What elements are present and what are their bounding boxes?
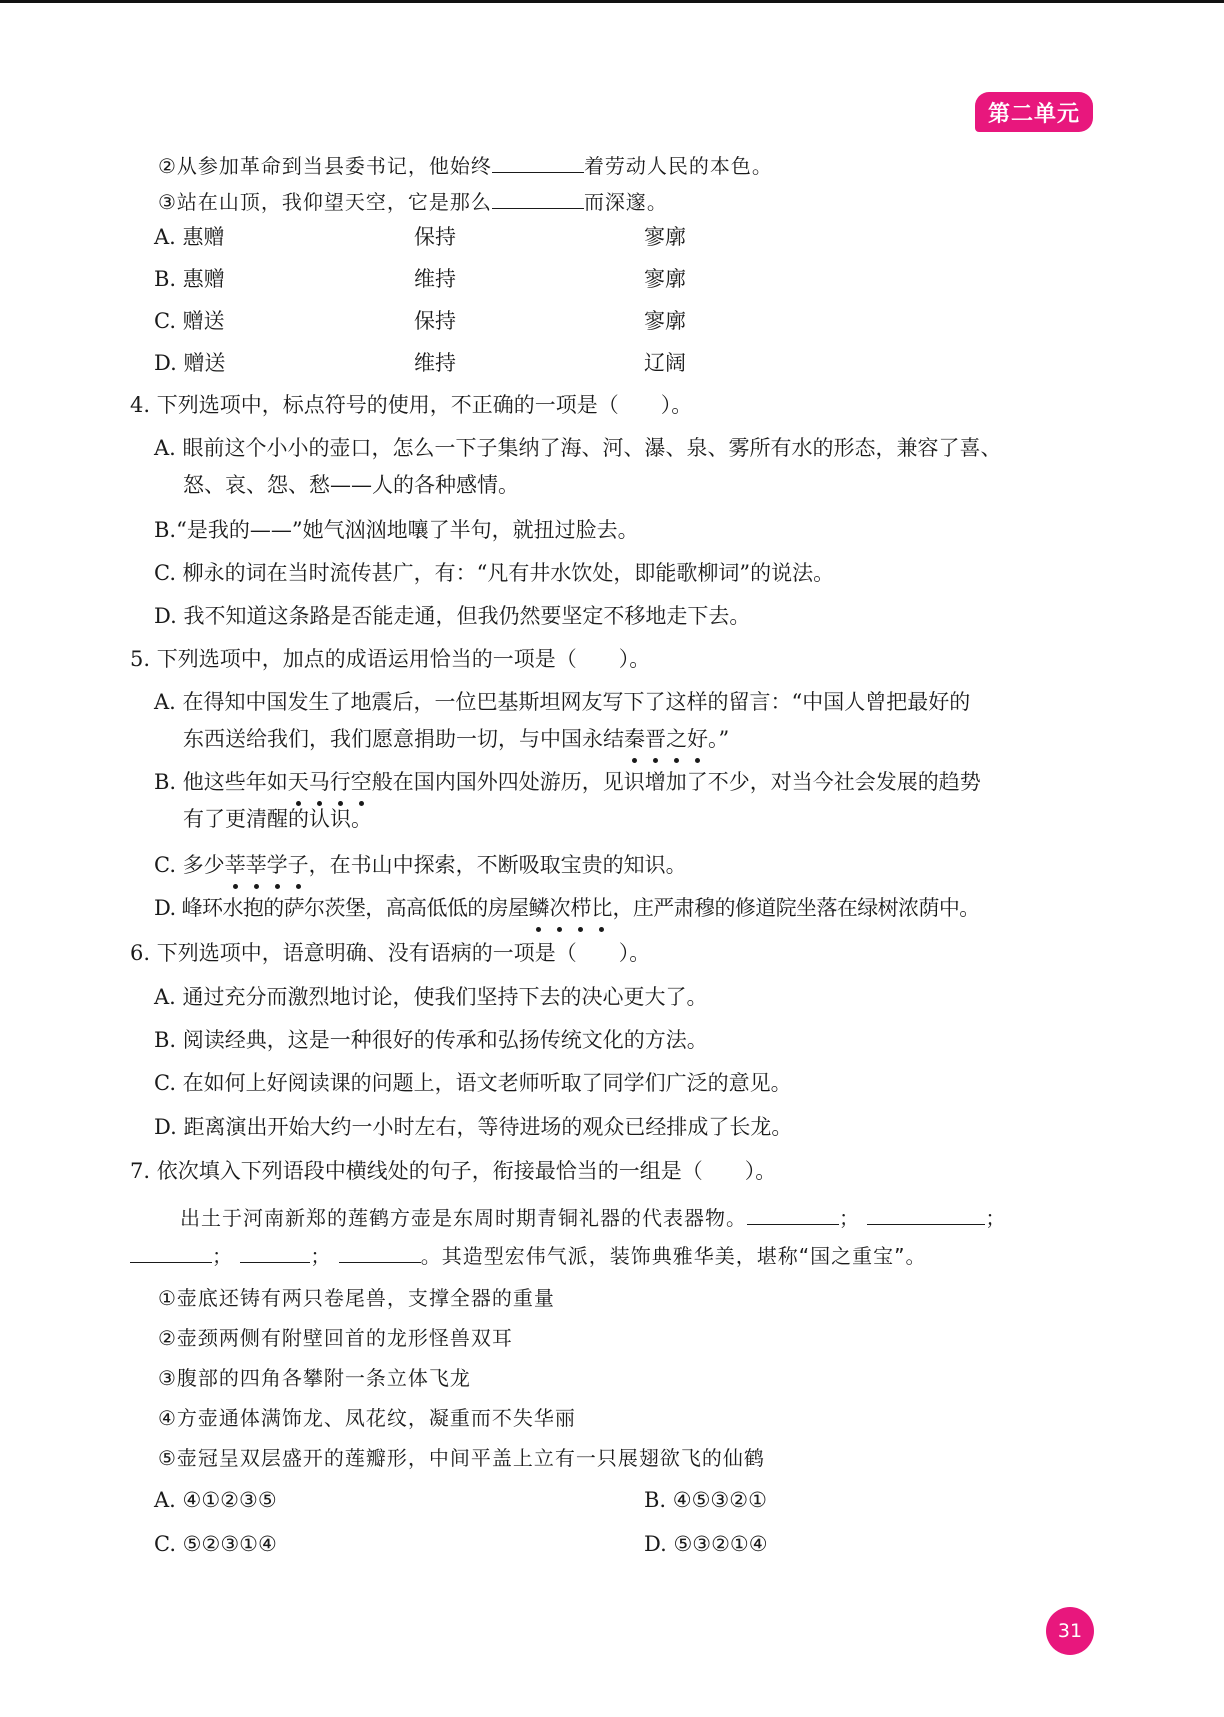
q7-option-c[interactable]: C. ⑤②③①④ xyxy=(154,1532,277,1556)
q3-d-word2: 维持 xyxy=(414,351,456,375)
q5-option-b-line2: 有了更清醒的认识。 xyxy=(183,807,372,831)
q7-semicolon: ； xyxy=(985,1206,1007,1230)
q3-s2-blank xyxy=(492,150,584,173)
q3-sentence-3 xyxy=(158,186,668,217)
q5-c-idiom xyxy=(225,853,309,877)
emphasis-char: 之 xyxy=(666,724,687,754)
q3-option-b[interactable] xyxy=(154,264,854,294)
q5-d-idiom xyxy=(528,896,612,920)
q7-blank-2 xyxy=(867,1202,985,1225)
emphasis-char: 次 xyxy=(549,893,570,923)
emphasis-char: 学 xyxy=(267,850,288,880)
emphasis-char: 栉 xyxy=(570,893,591,923)
q3-option-a[interactable] xyxy=(154,222,854,252)
q5-d-text-end: ，庄严肃穆的修道院坐落在绿树浓荫中。 xyxy=(612,896,980,920)
q3-b-word3: 寥廓 xyxy=(644,267,686,291)
emphasis-char: 莘 xyxy=(225,850,246,880)
q3-sentence-2 xyxy=(158,150,773,181)
q3-option-c[interactable] xyxy=(154,306,854,336)
q5-d-text: D. 峰环水抱的萨尔茨堡，高高低低的房屋 xyxy=(154,896,529,920)
q6-option-b[interactable]: B. 阅读经典，这是一种很好的传承和弘扬传统文化的方法。 xyxy=(154,1028,708,1052)
emphasis-char: 好 xyxy=(687,724,708,754)
q7-blank-5 xyxy=(339,1240,421,1263)
q5-c-text-end: ，在书山中探索，不断吸取宝贵的知识。 xyxy=(308,853,687,877)
q5-b-text-end: 般在国内国外四处游历，见识增加了不少，对当今社会发展的趋势 xyxy=(371,770,981,794)
q3-a-word3: 寥廓 xyxy=(644,225,686,249)
q4-option-a-line1[interactable]: A. 眼前这个小小的壶口，怎么一下子集纳了海、河、瀑、泉、雾所有水的形态，兼容了喜、 xyxy=(154,436,1002,460)
q5-option-a-line2 xyxy=(183,724,729,754)
q5-c-text: C. 多少 xyxy=(154,853,225,877)
q3-a-word1: A. 惠赠 xyxy=(154,225,225,249)
q5-a-text: 东西送给我们，我们愿意捐助一切，与中国永结 xyxy=(183,727,624,751)
q6-stem: 6. 下列选项中，语意明确、没有语病的一项是（ ）。 xyxy=(130,941,651,965)
q7-item-4: ④方壶通体满饰龙、凤花纹，凝重而不失华丽 xyxy=(158,1406,576,1430)
q5-stem: 5. 下列选项中，加点的成语运用恰当的一项是（ ）。 xyxy=(130,647,651,671)
q7-option-b[interactable]: B. ④⑤③②① xyxy=(644,1488,767,1512)
q5-b-text: B. 他这些年如 xyxy=(154,770,288,794)
q7-passage-line2 xyxy=(130,1240,926,1271)
q4-option-a-line2: 怒、哀、怨、愁——人的各种感情。 xyxy=(183,473,519,497)
q3-b-word2: 维持 xyxy=(414,267,456,291)
q3-a-word2: 保持 xyxy=(414,225,456,249)
q7-option-d[interactable]: D. ⑤③②①④ xyxy=(644,1532,768,1556)
q3-s2-text: ②从参加革命到当县委书记，他始终 xyxy=(158,154,492,178)
emphasis-char: 马 xyxy=(309,767,330,797)
emphasis-char: 行 xyxy=(330,767,351,797)
q6-option-c[interactable]: C. 在如何上好阅读课的问题上，语文老师听取了同学们广泛的意见。 xyxy=(154,1071,792,1095)
q5-b-idiom xyxy=(288,770,372,794)
q7-blank-1 xyxy=(747,1202,839,1225)
q4-option-b[interactable]: B.“是我的——”她气汹汹地嚷了半句，就扭过脸去。 xyxy=(154,518,639,542)
emphasis-char: 晋 xyxy=(645,724,666,754)
q7-item-2: ②壶颈两侧有附壁回首的龙形怪兽双耳 xyxy=(158,1326,513,1350)
q7-passage-text: 出土于河南新郑的莲鹤方壶是东周时期青铜礼器的代表器物。 xyxy=(180,1206,747,1230)
q4-stem: 4. 下列选项中，标点符号的使用，不正确的一项是（ ）。 xyxy=(130,393,693,417)
q7-semicolon: ； xyxy=(212,1244,233,1268)
q5-a-idiom xyxy=(624,727,708,751)
q3-d-word3: 辽阔 xyxy=(644,351,686,375)
top-rule xyxy=(0,0,1224,3)
q5-option-c[interactable] xyxy=(154,850,687,880)
q6-option-a[interactable]: A. 通过充分而激烈地讨论，使我们坚持下去的决心更大了。 xyxy=(154,985,708,1009)
emphasis-char: 莘 xyxy=(246,850,267,880)
q7-blank-4 xyxy=(240,1240,310,1263)
q3-s3-text: ③站在山顶，我仰望天空，它是那么 xyxy=(158,190,492,214)
q7-item-3: ③腹部的四角各攀附一条立体飞龙 xyxy=(158,1366,471,1390)
emphasis-char: 子 xyxy=(288,850,309,880)
q6-option-d[interactable]: D. 距离演出开始大约一小时左右，等待进场的观众已经排成了长龙。 xyxy=(154,1115,793,1139)
q7-stem: 7. 依次填入下列语段中横线处的句子，衔接最恰当的一组是（ ）。 xyxy=(130,1159,777,1183)
q3-s2-text-end: 着劳动人民的本色。 xyxy=(583,154,773,178)
q7-option-a[interactable]: A. ④①②③⑤ xyxy=(154,1488,277,1512)
q7-blank-3 xyxy=(130,1240,212,1263)
q3-option-d[interactable] xyxy=(154,348,854,378)
emphasis-char: 秦 xyxy=(624,724,645,754)
q3-c-word3: 寥廓 xyxy=(644,309,686,333)
emphasis-char: 空 xyxy=(351,767,372,797)
q3-s3-blank xyxy=(492,186,584,209)
q3-c-word2: 保持 xyxy=(414,309,456,333)
q5-a-text-end: 。” xyxy=(708,727,730,751)
q3-c-word1: C. 赠送 xyxy=(154,309,225,333)
q5-option-b-line1[interactable] xyxy=(154,767,981,797)
emphasis-char: 比 xyxy=(591,893,612,923)
unit-badge: 第二单元 xyxy=(975,92,1093,132)
q7-passage-line1 xyxy=(180,1202,1006,1233)
q3-s3-text-end: 而深邃。 xyxy=(583,190,668,214)
q7-item-5: ⑤壶冠呈双层盛开的莲瓣形，中间平盖上立有一只展翅欲飞的仙鹤 xyxy=(158,1446,765,1470)
q4-option-d[interactable]: D. 我不知道这条路是否能走通，但我仍然要坚定不移地走下去。 xyxy=(154,604,751,628)
q4-option-c[interactable]: C. 柳永的词在当时流传甚广，有：“凡有井水饮处，即能歌柳词”的说法。 xyxy=(154,561,835,585)
q5-option-d[interactable] xyxy=(154,893,980,923)
q7-passage-text-end: 。其造型宏伟气派，装饰典雅华美，堪称“国之重宝”。 xyxy=(420,1244,927,1268)
q5-option-a-line1[interactable]: A. 在得知中国发生了地震后，一位巴基斯坦网友写下了这样的留言：“中国人曾把最好的 xyxy=(154,690,971,714)
q7-semicolon: ； xyxy=(839,1206,860,1230)
q7-item-1: ①壶底还铸有两只卷尾兽，支撑全器的重量 xyxy=(158,1286,555,1310)
emphasis-char: 鳞 xyxy=(528,893,549,923)
emphasis-char: 天 xyxy=(288,767,309,797)
page-number: 31 xyxy=(1046,1607,1094,1655)
q3-b-word1: B. 惠赠 xyxy=(154,267,225,291)
q7-semicolon: ； xyxy=(310,1244,332,1268)
q3-d-word1: D. 赠送 xyxy=(154,351,226,375)
